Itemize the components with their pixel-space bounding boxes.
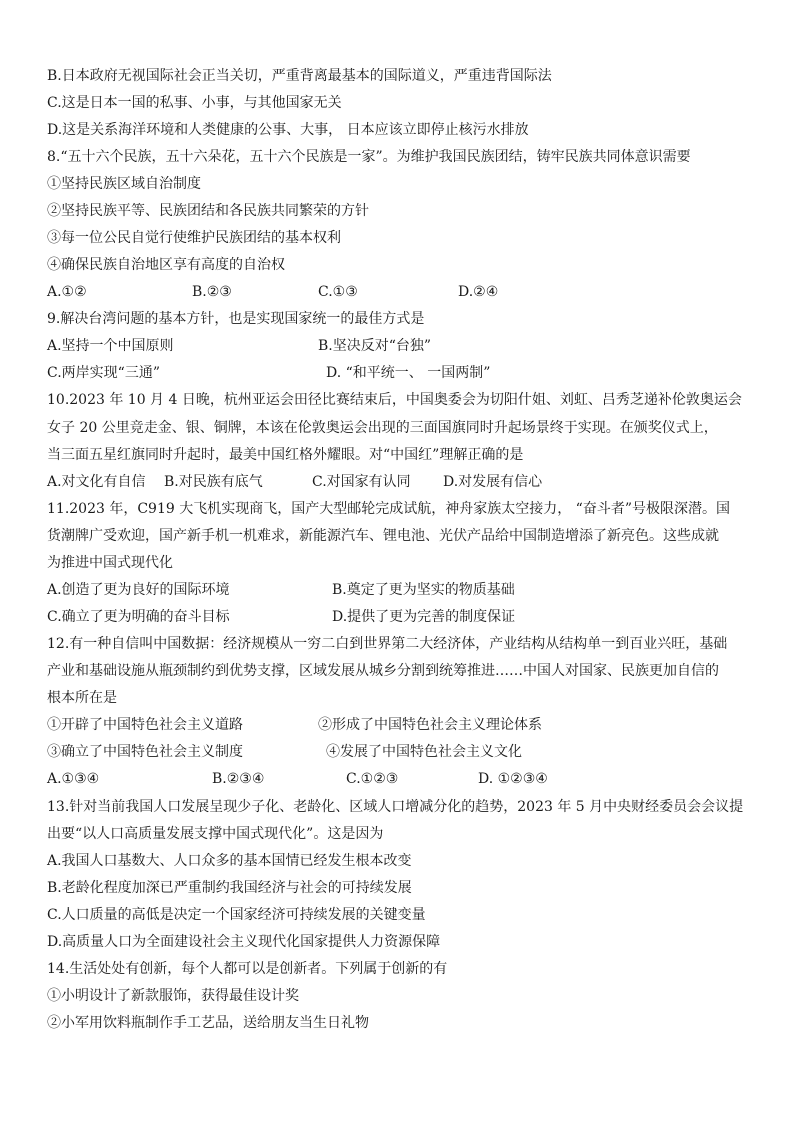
q12-statement-3: ③确立了中国特色社会主义制度 [47, 744, 243, 760]
q12-statement-4: ④发展了中国特色社会主义文化 [326, 744, 522, 760]
q10-stem-line-1: 10.2023 年 10 月 4 日晚，杭州亚运会田径比赛结束后，中国奥委会为切阳什姐、刘虹、吕秀芝递补伦敦奥运会 [47, 392, 742, 408]
q11-option-a: A.创造了更为良好的国际环境 [47, 582, 230, 598]
q9-option-c: C.两岸实现“三通” [47, 365, 160, 381]
q7-option-d: D.这是关系海洋环境和人类健康的公事、大事， 日本应该立即停止核污水排放 [47, 122, 529, 138]
q11-option-c: C.确立了更为明确的奋斗目标 [47, 609, 230, 625]
q7-option-b: B.日本政府无视国际社会正当关切，严重背离最基本的国际道义，严重违背国际法 [47, 68, 552, 84]
q12-option-b: B.②③④ [212, 771, 265, 787]
q8-option-d: D.②④ [458, 284, 499, 300]
q10-stem-line-3: 当三面五星红旗同时升起时，最美中国红格外耀眼。对“中国红”理解正确的是 [47, 447, 524, 463]
q13-option-b: B.老龄化程度加深已严重制约我国经济与社会的可持续发展 [47, 880, 412, 896]
q12-stem-line-3: 根本所在是 [47, 690, 117, 706]
q12-option-c: C.①②③ [346, 771, 399, 787]
q8-statement-1: ①坚持民族区域自治制度 [47, 176, 201, 192]
q12-stem-line-2: 产业和基础设施从瓶颈制约到优势支撑，区域发展从城乡分割到统筹推进……中国人对国家、民族更加自信的 [47, 663, 719, 679]
q11-option-b: B.奠定了更为坚实的物质基础 [332, 582, 515, 598]
q13-stem-line-1: 13.针对当前我国人口发展呈现少子化、老龄化、区域人口增减分化的趋势，2023 年 5 月中央财经委员会会议提 [47, 799, 744, 815]
q7-option-c: C.这是日本一国的私事、小事，与其他国家无关 [47, 95, 342, 111]
q11-stem-line-1: 11.2023 年，C919 大飞机实现商飞，国产大型邮轮完成试航，神舟家族太空接力， “奋斗者”号极限深潜。国 [47, 501, 730, 517]
q14-statement-1: ①小明设计了新款服饰，获得最佳设计奖 [47, 988, 299, 1004]
q12-option-a: A.①③④ [47, 771, 100, 787]
q10-option-d: D.对发展有信心 [443, 474, 543, 490]
q8-stem: 8.“五十六个民族，五十六朵花，五十六个民族是一家”。为维护我国民族团结，铸牢民族共同体意识需要 [47, 149, 691, 165]
q9-option-b: B.坚决反对“台独” [318, 338, 432, 354]
q11-stem-line-3: 为推进中国式现代化 [47, 555, 173, 571]
q8-statement-4: ④确保民族自治地区享有高度的自治权 [47, 257, 285, 273]
q9-option-d: D. “和平统一、 一国两制” [326, 365, 491, 381]
q13-option-c: C.人口质量的高低是决定一个国家经济可持续发展的关键变量 [47, 907, 426, 923]
q8-statement-2: ②坚持民族平等、民族团结和各民族共同繁荣的方针 [47, 203, 369, 219]
q8-option-c: C.①③ [318, 284, 358, 300]
q11-stem-line-2: 货潮牌广受欢迎，国产新手机一机难求，新能源汽车、锂电池、光伏产品给中国制造增添了新亮色。这些成就 [47, 528, 719, 544]
q8-option-b: B.②③ [192, 284, 232, 300]
q14-statement-2: ②小军用饮料瓶制作手工艺品，送给朋友当生日礼物 [47, 1015, 369, 1031]
q12-stem-line-1: 12.有一种自信叫中国数据：经济规模从一穷二白到世界第二大经济体，产业结构从结构单一到百业兴旺，基础 [47, 636, 728, 652]
q10-stem-line-2: 女子 20 公里竞走金、银、铜牌，本该在伦敦奥运会出现的三面国旗同时升起场景终于实现。在颁奖仪式上， [47, 420, 718, 436]
q10-option-b: B.对民族有底气 [164, 474, 263, 490]
q9-stem: 9.解决台湾问题的基本方针，也是实现国家统一的最佳方式是 [47, 311, 425, 327]
q13-option-d: D.高质量人口为全面建设社会主义现代化国家提供人力资源保障 [47, 934, 441, 950]
q9-option-a: A.坚持一个中国原则 [47, 338, 174, 354]
q10-option-c: C.对国家有认同 [312, 474, 411, 490]
q12-statement-1: ①开辟了中国特色社会主义道路 [47, 717, 243, 733]
q10-option-a: A.对文化有自信 [47, 474, 146, 490]
q12-option-d: D. ①②③④ [478, 771, 548, 787]
q12-statement-2: ②形成了中国特色社会主义理论体系 [318, 717, 542, 733]
q13-option-a: A.我国人口基数大、人口众多的基本国情已经发生根本改变 [47, 853, 412, 869]
q13-stem-line-2: 出要“以人口高质量发展支撑中国式现代化”。这是因为 [47, 826, 384, 842]
q8-statement-3: ③每一位公民自觉行使维护民族团结的基本权利 [47, 230, 341, 246]
q8-option-a: A.①② [47, 284, 87, 300]
q11-option-d: D.提供了更为完善的制度保证 [332, 609, 516, 625]
q14-stem: 14.生活处处有创新，每个人都可以是创新者。下列属于创新的有 [47, 961, 448, 977]
